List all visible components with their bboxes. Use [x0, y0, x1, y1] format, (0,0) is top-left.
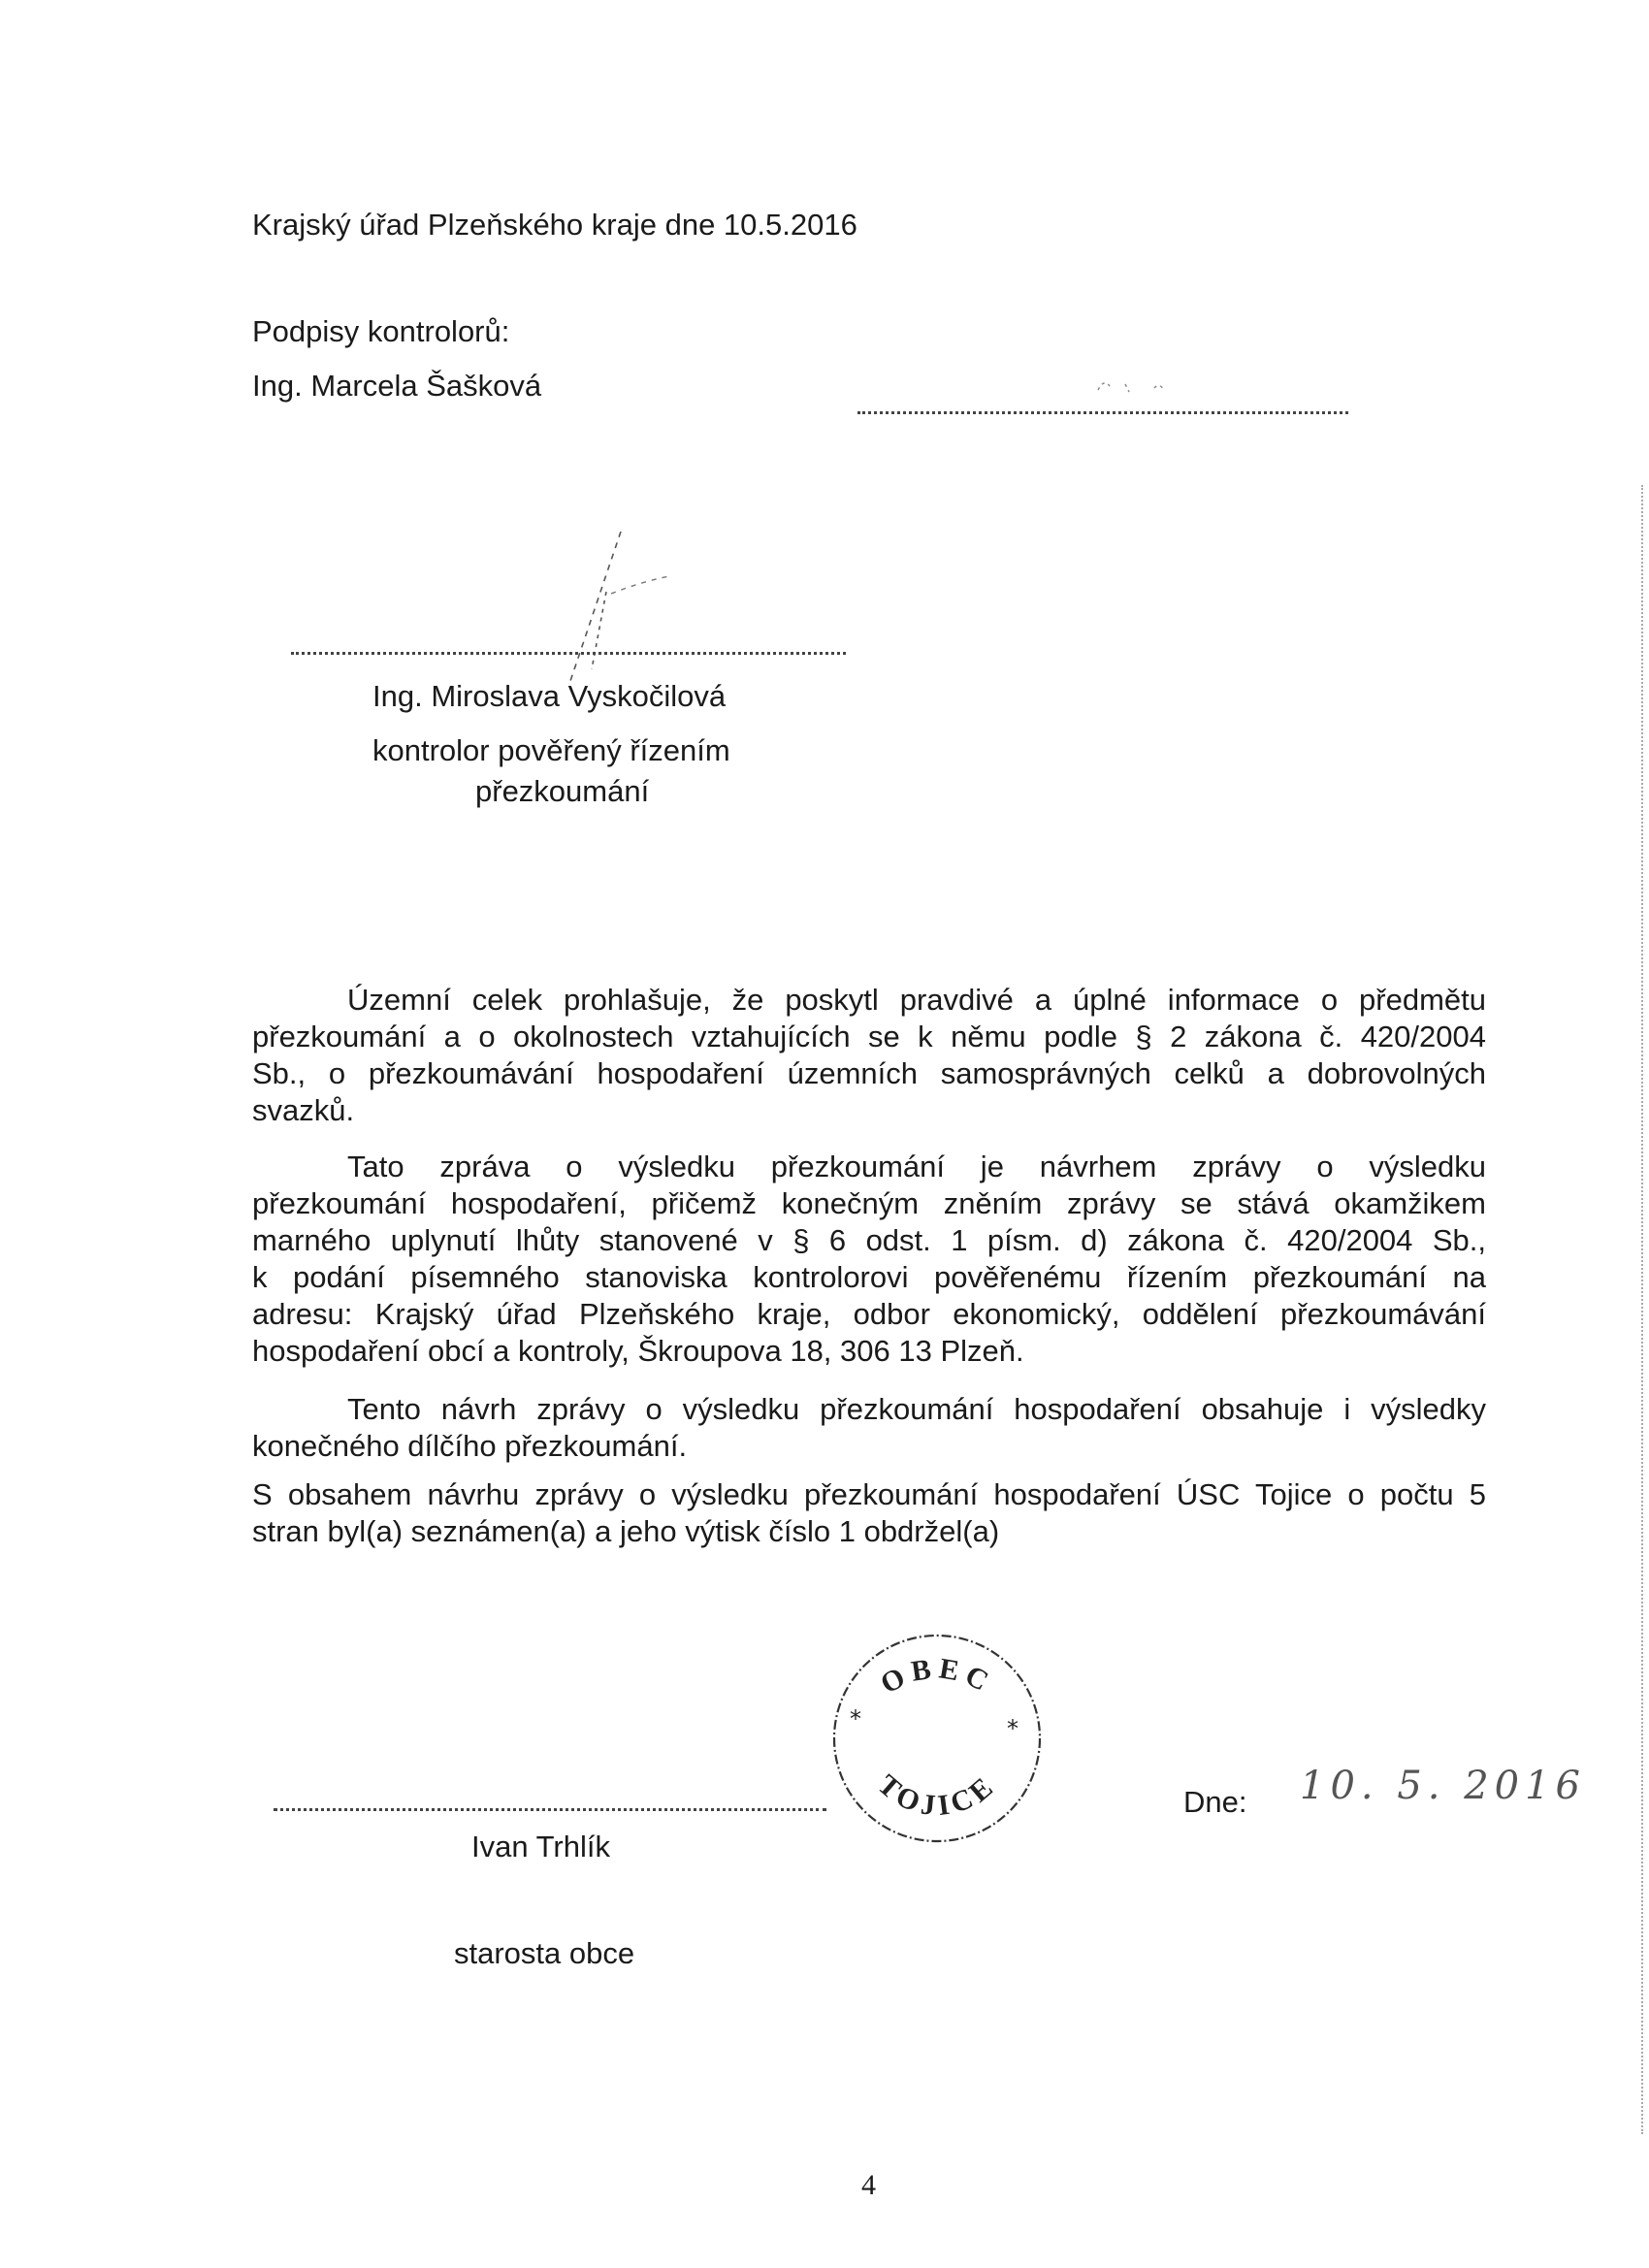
place-and-date: Krajský úřad Plzeňského kraje dne 10.5.2016 [252, 208, 857, 242]
stamp-star-right: * [1007, 1715, 1018, 1742]
paragraph-line: S obsahem návrhu zprávy o výsledku přezkoumání hospodaření ÚSC Tojice o počtu 5 [252, 1477, 1486, 1511]
mayor-role: starosta obce [454, 1936, 635, 1970]
paragraph-line: přezkoumání hospodaření, přičemž konečným zněním zprávy se stává okamžikem [252, 1186, 1486, 1220]
paragraph-line: konečného dílčího přezkoumání. [252, 1429, 688, 1463]
stamp-star-left: * [850, 1705, 861, 1733]
scan-edge-artifact [1641, 485, 1643, 2134]
paragraph-line: stran byl(a) seznámen(a) a jeho výtisk číslo 1 obdržel(a) [252, 1514, 1000, 1548]
controller1-name: Ing. Marcela Šašková [252, 369, 542, 403]
stamp-top-text: OBEC [875, 1652, 999, 1701]
paragraph-report-status [252, 1149, 1486, 1370]
paragraph-acknowledgement [252, 1476, 1486, 1550]
paragraph-partial-review [252, 1391, 1486, 1465]
mayor-name: Ivan Trhlík [471, 1830, 610, 1863]
controller2-role: kontrolor pověřený řízením [372, 733, 730, 767]
paragraph-line: svazků. [252, 1093, 355, 1127]
date-label: Dne: [1183, 1785, 1247, 1819]
signatures-heading: Podpisy kontrolorů: [252, 314, 510, 348]
stamp-bottom-text: TOJICE [871, 1768, 1003, 1823]
paragraph-line: hospodaření obcí a kontroly, Škroupova 18, 306 13 Plzeň. [252, 1334, 1024, 1368]
signature-line-controller2 [291, 652, 846, 655]
official-stamp [821, 1614, 1053, 1847]
paragraph-line: adresu: Krajský úřad Plzeňského kraje, odbor ekonomický, oddělení přezkoumávání [252, 1297, 1486, 1331]
signature-line-controller1 [857, 411, 1348, 414]
paragraph-line: k podání písemného stanoviska kontrolorovi pověřenému řízením přezkoumání na [252, 1260, 1486, 1294]
handwritten-date: 10. 5. 2016 [1300, 1764, 1587, 1808]
signature-mark-controller1 [1086, 361, 1203, 409]
signature-mark-controller2 [514, 524, 689, 689]
paragraph-line: marného uplynutí lhůty stanovené v § 6 odst. 1 písm. d) zákona č. 420/2004 Sb., [252, 1223, 1486, 1257]
svg-text:TOJICE [872, 1768, 1003, 1822]
paragraph-line: Územní celek prohlašuje, že poskytl pravdivé a úplné informace o předmětu [347, 983, 1486, 1017]
paragraph-line: Tato zpráva o výsledku přezkoumání je návrhem zprávy o výsledku [347, 1150, 1486, 1183]
paragraph-declaration [252, 982, 1486, 1129]
signature-line-mayor [274, 1808, 826, 1811]
page-number: 4 [861, 2169, 876, 2201]
paragraph-line: Tento návrh zprávy o výsledku přezkoumání hospodaření obsahuje i výsledky [347, 1392, 1486, 1426]
paragraph-line: Sb., o přezkoumávání hospodaření územních samosprávných celků a dobrovolných [252, 1056, 1486, 1090]
svg-text:OBEC [876, 1652, 999, 1700]
paragraph-line: přezkoumání a o okolnostech vztahujících se k němu podle § 2 zákona č. 420/2004 [252, 1020, 1486, 1053]
controller2-role-cont: přezkoumání [475, 774, 650, 808]
controller2-name: Ing. Miroslava Vyskočilová [372, 679, 727, 713]
